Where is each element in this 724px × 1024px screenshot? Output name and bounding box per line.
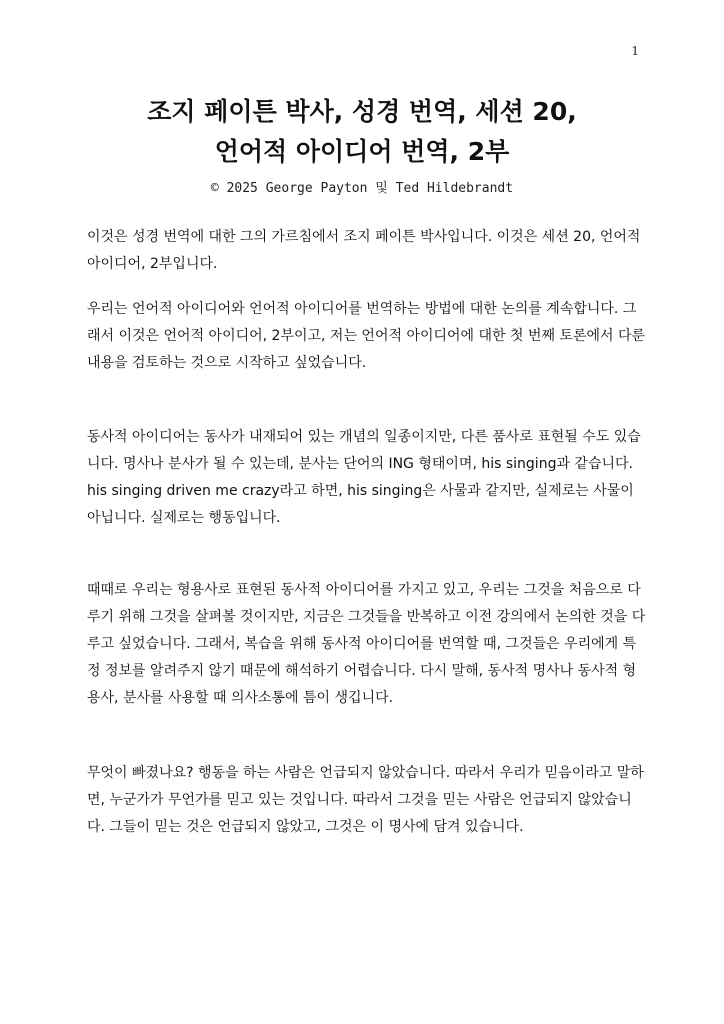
paragraph-1: 이것은 성경 번역에 대한 그의 가르침에서 조지 페이튼 박사입니다. 이것은 세션 20, 언어적 아이디어, 2부입니다. <box>87 229 641 272</box>
title-line-2: 언어적 아이디어 번역, 2부 <box>214 137 510 166</box>
paragraph-3: 동사적 아이디어는 동사가 내재되어 있는 개념의 일종이지만, 다른 품사로 표현될 수도 있습니다. 명사나 분사가 될 수 있는데, 분사는 단어의 ING 형태이며, his singing과 같습니다. his singing driven me crazy라고 하면, his singing은 사물과 같지만, 실제로는 사물이 아닙니다. 실제로는 행동입니다. <box>87 429 641 526</box>
document-title <box>40 92 684 172</box>
page-number: 1 <box>631 44 639 58</box>
paragraph-2: 우리는 언어적 아이디어와 언어적 아이디어를 번역하는 방법에 대한 논의를 계속합니다. 그래서 이것은 언어적 아이디어, 2부이고, 저는 언어적 아이디어에 대한 첫 번째 토론에서 다룬 내용을 검토하는 것으로 시작하고 싶었습니다. <box>87 301 646 371</box>
title-line-1: 조지 페이튼 박사, 성경 번역, 세션 20, <box>147 97 577 126</box>
paragraph-5: 무엇이 빠졌나요? 행동을 하는 사람은 언급되지 않았습니다. 따라서 우리가 믿음이라고 말하면, 누군가가 무언가를 믿고 있는 것입니다. 따라서 그것을 믿는 사람은 언급되지 않았습니다. 그들이 믿는 것은 언급되지 않았고, 그것은 이 명사에 담겨 있습니다. <box>87 765 644 835</box>
paragraph-4: 때때로 우리는 형용사로 표현된 동사적 아이디어를 가지고 있고, 우리는 그것을 처음으로 다루기 위해 그것을 살펴볼 것이지만, 지금은 그것들을 반복하고 이전 강의에서 논의한 것을 다루고 싶었습니다. 그래서, 복습을 위해 동사적 아이디어를 번역할 때, 그것들은 우리에게 특정 정보를 알려주지 않기 때문에 해석하기 어렵습니다. 다시 말해, 동사적 명사나 동사적 형용사, 분사를 사용할 때 의사소통에 틈이 생깁니다. <box>87 582 646 706</box>
copyright-line: © 2025 George Payton 및 Ted Hildebrandt <box>210 181 514 196</box>
